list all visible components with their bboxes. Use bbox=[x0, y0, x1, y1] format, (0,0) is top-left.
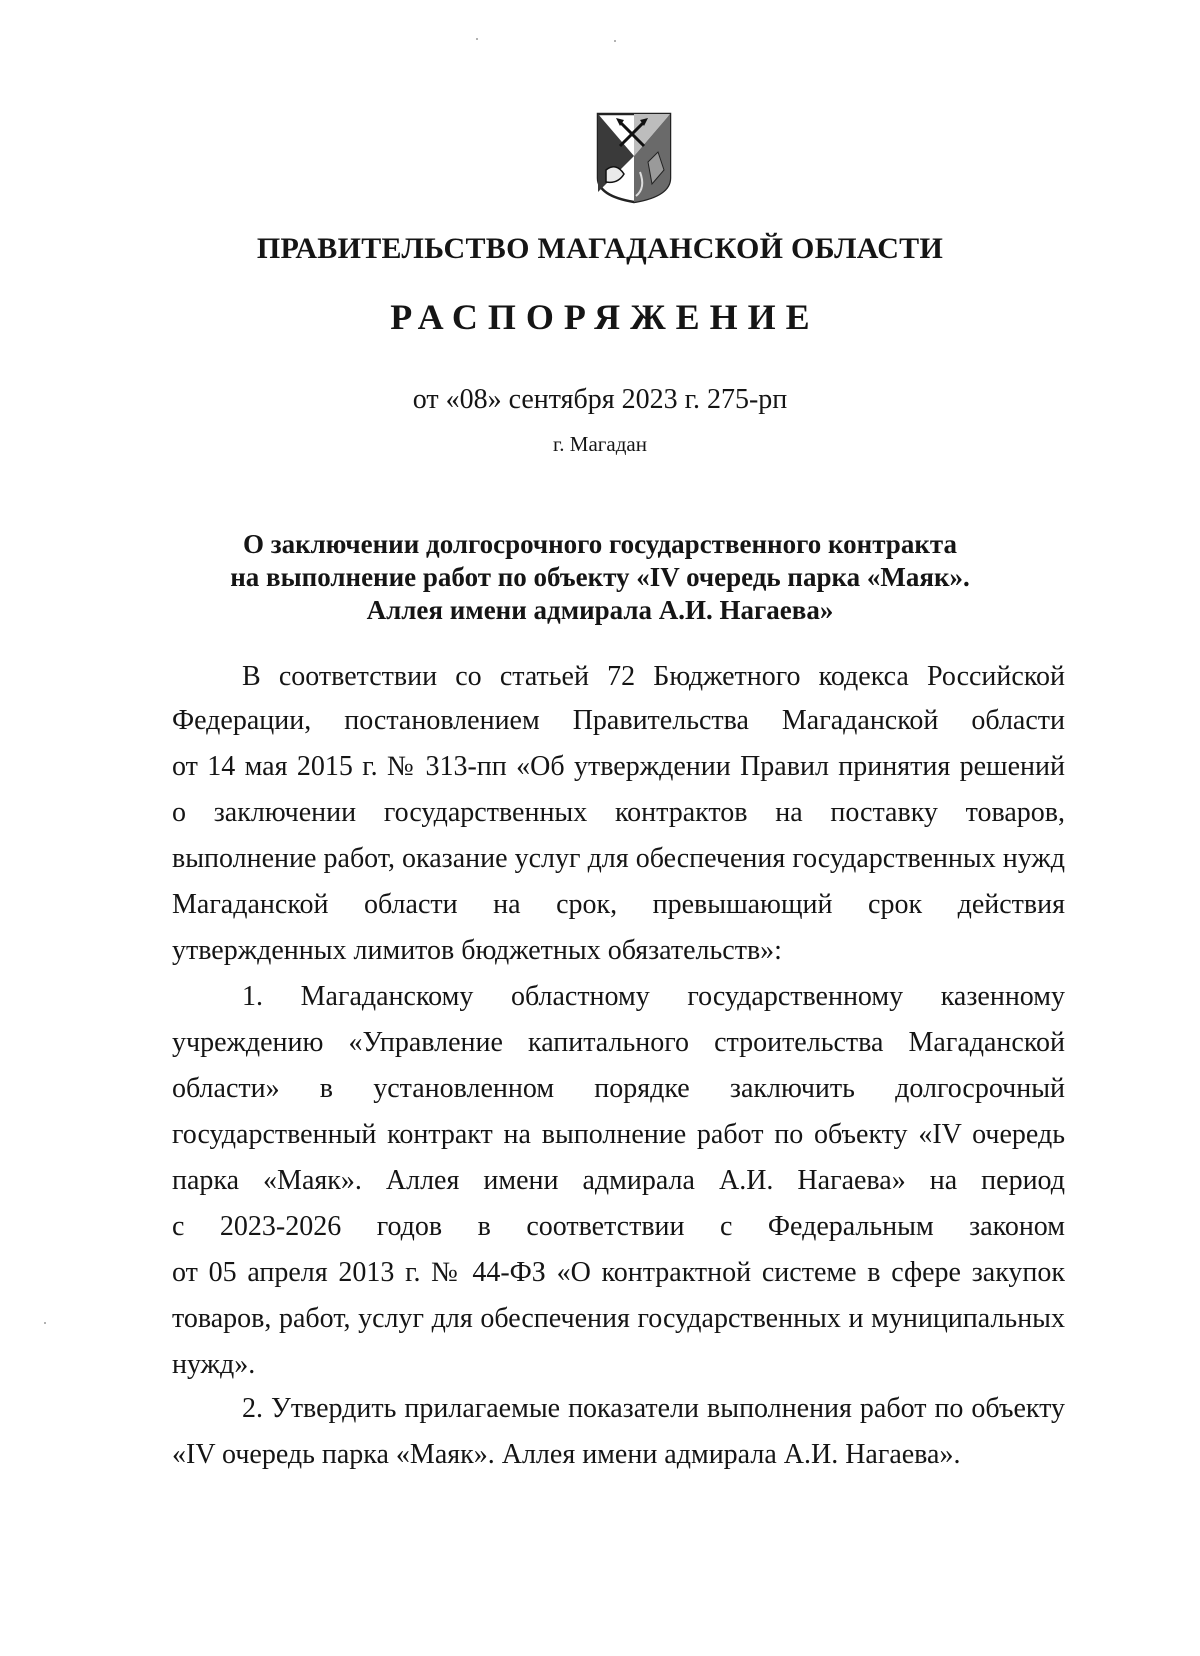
item1-line: 1. Магаданскому областному государственному казенному bbox=[242, 981, 1065, 1012]
document-type: РАСПОРЯЖЕНИЕ bbox=[390, 297, 820, 337]
scan-speck bbox=[476, 38, 478, 40]
document-date-number: от «08» сентября 2023 г. 275-рп bbox=[412, 384, 788, 415]
item2-line: 2. Утвердить прилагаемые показатели выполнения работ по объекту bbox=[242, 1393, 1065, 1424]
preamble-line: выполнение работ, оказание услуг для обеспечения государственных нужд bbox=[172, 843, 1065, 874]
item1-line: учреждению «Управление капитального строительства Магаданской bbox=[172, 1027, 1065, 1058]
document-subject bbox=[160, 528, 1040, 627]
item1-line: области» в установленном порядке заключить долгосрочный bbox=[172, 1073, 1065, 1104]
scan-speck bbox=[44, 1322, 46, 1324]
preamble-line: о заключении государственных контрактов на поставку товаров, bbox=[172, 797, 1065, 828]
preamble-line: утвержденных лимитов бюджетных обязательств»: bbox=[172, 935, 782, 966]
item1-line: нужд». bbox=[172, 1349, 256, 1380]
preamble-line: Федерации, постановлением Правительства Магаданской области bbox=[172, 705, 1065, 736]
subject-line: О заключении долгосрочного государственного контракта bbox=[243, 529, 957, 559]
item1-line: государственный контракт на выполнение работ по объекту «IV очередь bbox=[172, 1119, 1065, 1150]
government-title: ПРАВИТЕЛЬСТВО МАГАДАНСКОЙ ОБЛАСТИ bbox=[256, 232, 944, 265]
document-city: г. Магадан bbox=[553, 432, 647, 456]
item1-line: от 05 апреля 2013 г. № 44-ФЗ «О контрактной системе в сфере закупок bbox=[172, 1257, 1065, 1288]
item2-line: «IV очередь парка «Маяк». Аллея имени адмирала А.И. Нагаева». bbox=[172, 1439, 961, 1470]
item1-line: товаров, работ, услуг для обеспечения государственных и муниципальных bbox=[172, 1303, 1065, 1334]
preamble-line: Магаданской области на срок, превышающий срок действия bbox=[172, 889, 1065, 920]
item1-line: парка «Маяк». Аллея имени адмирала А.И. Нагаева» на период bbox=[172, 1165, 1065, 1196]
preamble-line: от 14 мая 2015 г. № 313-пп «Об утверждении Правил принятия решений bbox=[172, 751, 1065, 782]
subject-line: на выполнение работ по объекту «IV очередь парка «Маяк». bbox=[230, 562, 970, 592]
subject-line: Аллея имени адмирала А.И. Нагаева» bbox=[366, 595, 834, 625]
preamble-line: В соответствии со статьей 72 Бюджетного кодекса Российской bbox=[242, 661, 1065, 692]
scan-speck bbox=[614, 40, 616, 42]
magadan-region-coat-of-arms-icon bbox=[594, 112, 674, 204]
item1-line: с 2023-2026 годов в соответствии с Федеральным законом bbox=[172, 1211, 1065, 1242]
